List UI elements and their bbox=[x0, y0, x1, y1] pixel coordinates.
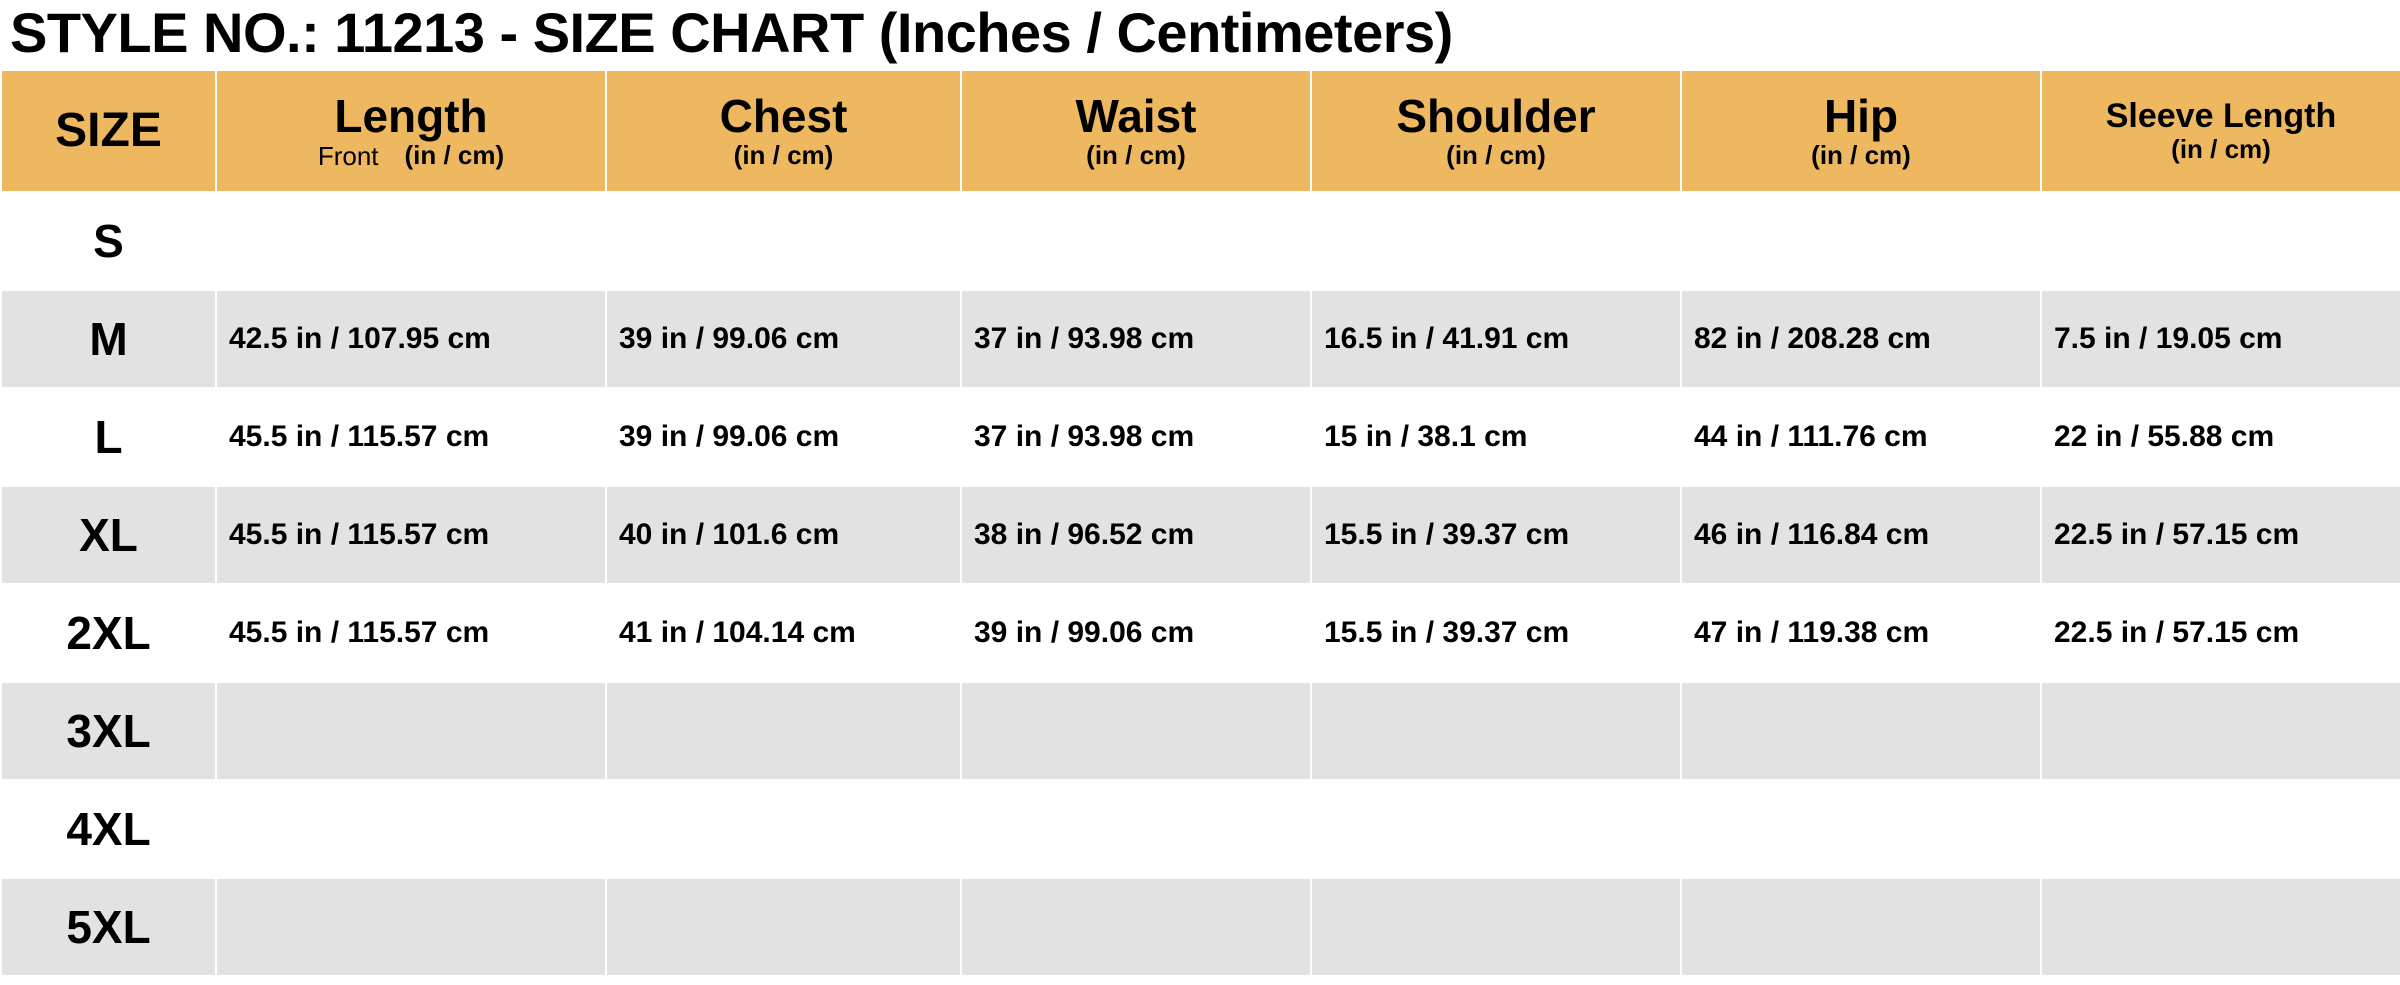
table-row bbox=[1, 290, 2400, 388]
table-body bbox=[1, 192, 2400, 976]
cell-sleeve-length: 22.5 in / 57.15 cm bbox=[2041, 584, 2400, 682]
cell-shoulder bbox=[1311, 780, 1681, 878]
row-size-label: 2XL bbox=[1, 584, 216, 682]
table-row bbox=[1, 486, 2400, 584]
cell-chest bbox=[606, 780, 961, 878]
cell-hip bbox=[1681, 192, 2041, 290]
column-header-waist-name: Waist bbox=[1075, 89, 1197, 142]
cell-sleeve-length: 7.5 in / 19.05 cm bbox=[2041, 290, 2400, 388]
table-row bbox=[1, 388, 2400, 486]
column-header-sleeve-length bbox=[2041, 70, 2400, 192]
row-size-label: XL bbox=[1, 486, 216, 584]
column-header-size: SIZE bbox=[1, 70, 216, 192]
column-header-length-sub: Front bbox=[317, 141, 379, 172]
table-row bbox=[1, 192, 2400, 290]
column-header-hip bbox=[1681, 70, 2041, 192]
cell-hip bbox=[1681, 682, 2041, 780]
column-header-hip-name: Hip bbox=[1823, 89, 1899, 142]
cell-length: 45.5 in / 115.57 cm bbox=[216, 486, 606, 584]
cell-length bbox=[216, 878, 606, 976]
column-header-shoulder-units: (in / cm) bbox=[1446, 139, 1546, 170]
row-size-label: 3XL bbox=[1, 682, 216, 780]
cell-waist: 39 in / 99.06 cm bbox=[961, 584, 1311, 682]
cell-hip bbox=[1681, 780, 2041, 878]
cell-length bbox=[216, 780, 606, 878]
cell-waist: 37 in / 93.98 cm bbox=[961, 388, 1311, 486]
table-row bbox=[1, 682, 2400, 780]
cell-waist bbox=[961, 192, 1311, 290]
column-header-shoulder-name: Shoulder bbox=[1396, 89, 1596, 142]
cell-chest bbox=[606, 192, 961, 290]
cell-shoulder bbox=[1311, 682, 1681, 780]
cell-chest: 39 in / 99.06 cm bbox=[606, 290, 961, 388]
cell-hip bbox=[1681, 878, 2041, 976]
page-title: STYLE NO.: 11213 - SIZE CHART (Inches / Centimeters) bbox=[10, 1, 1453, 64]
cell-hip: 44 in / 111.76 cm bbox=[1681, 388, 2041, 486]
cell-sleeve-length bbox=[2041, 780, 2400, 878]
table-row bbox=[1, 780, 2400, 878]
cell-chest: 40 in / 101.6 cm bbox=[606, 486, 961, 584]
cell-chest bbox=[606, 878, 961, 976]
cell-length: 42.5 in / 107.95 cm bbox=[216, 290, 606, 388]
cell-shoulder: 15.5 in / 39.37 cm bbox=[1311, 486, 1681, 584]
cell-hip: 46 in / 116.84 cm bbox=[1681, 486, 2041, 584]
column-header-chest-name: Chest bbox=[719, 89, 848, 142]
column-header-sleeve-length-name: Sleeve Length bbox=[2105, 96, 2337, 135]
cell-length: 45.5 in / 115.57 cm bbox=[216, 388, 606, 486]
cell-chest: 39 in / 99.06 cm bbox=[606, 388, 961, 486]
cell-sleeve-length: 22.5 in / 57.15 cm bbox=[2041, 486, 2400, 584]
cell-sleeve-length: 22 in / 55.88 cm bbox=[2041, 388, 2400, 486]
table-row bbox=[1, 584, 2400, 682]
table-row bbox=[1, 878, 2400, 976]
cell-shoulder: 16.5 in / 41.91 cm bbox=[1311, 290, 1681, 388]
column-header-shoulder bbox=[1311, 70, 1681, 192]
cell-hip: 82 in / 208.28 cm bbox=[1681, 290, 2041, 388]
row-size-label: L bbox=[1, 388, 216, 486]
cell-shoulder bbox=[1311, 192, 1681, 290]
column-header-sleeve-length-units: (in / cm) bbox=[2171, 133, 2271, 164]
cell-length bbox=[216, 192, 606, 290]
size-chart-table bbox=[0, 69, 2400, 977]
column-header-length-name: Length bbox=[334, 89, 488, 142]
column-header-waist-units: (in / cm) bbox=[1086, 139, 1186, 170]
cell-waist bbox=[961, 878, 1311, 976]
cell-waist: 37 in / 93.98 cm bbox=[961, 290, 1311, 388]
cell-chest: 41 in / 104.14 cm bbox=[606, 584, 961, 682]
row-size-label: S bbox=[1, 192, 216, 290]
cell-waist: 38 in / 96.52 cm bbox=[961, 486, 1311, 584]
cell-sleeve-length bbox=[2041, 878, 2400, 976]
table-header bbox=[1, 70, 2400, 192]
cell-length bbox=[216, 682, 606, 780]
column-header-chest bbox=[606, 70, 961, 192]
cell-waist bbox=[961, 780, 1311, 878]
column-header-length bbox=[216, 70, 606, 192]
row-size-label: 5XL bbox=[1, 878, 216, 976]
cell-shoulder: 15 in / 38.1 cm bbox=[1311, 388, 1681, 486]
cell-sleeve-length bbox=[2041, 192, 2400, 290]
row-size-label: M bbox=[1, 290, 216, 388]
header-row bbox=[1, 70, 2400, 192]
column-header-length-units: (in / cm) bbox=[404, 139, 505, 170]
row-size-label: 4XL bbox=[1, 780, 216, 878]
cell-waist bbox=[961, 682, 1311, 780]
column-header-hip-units: (in / cm) bbox=[1811, 139, 1911, 170]
column-header-waist bbox=[961, 70, 1311, 192]
cell-sleeve-length bbox=[2041, 682, 2400, 780]
cell-shoulder: 15.5 in / 39.37 cm bbox=[1311, 584, 1681, 682]
cell-shoulder bbox=[1311, 878, 1681, 976]
cell-hip: 47 in / 119.38 cm bbox=[1681, 584, 2041, 682]
cell-chest bbox=[606, 682, 961, 780]
column-header-chest-units: (in / cm) bbox=[733, 139, 834, 170]
cell-length: 45.5 in / 115.57 cm bbox=[216, 584, 606, 682]
